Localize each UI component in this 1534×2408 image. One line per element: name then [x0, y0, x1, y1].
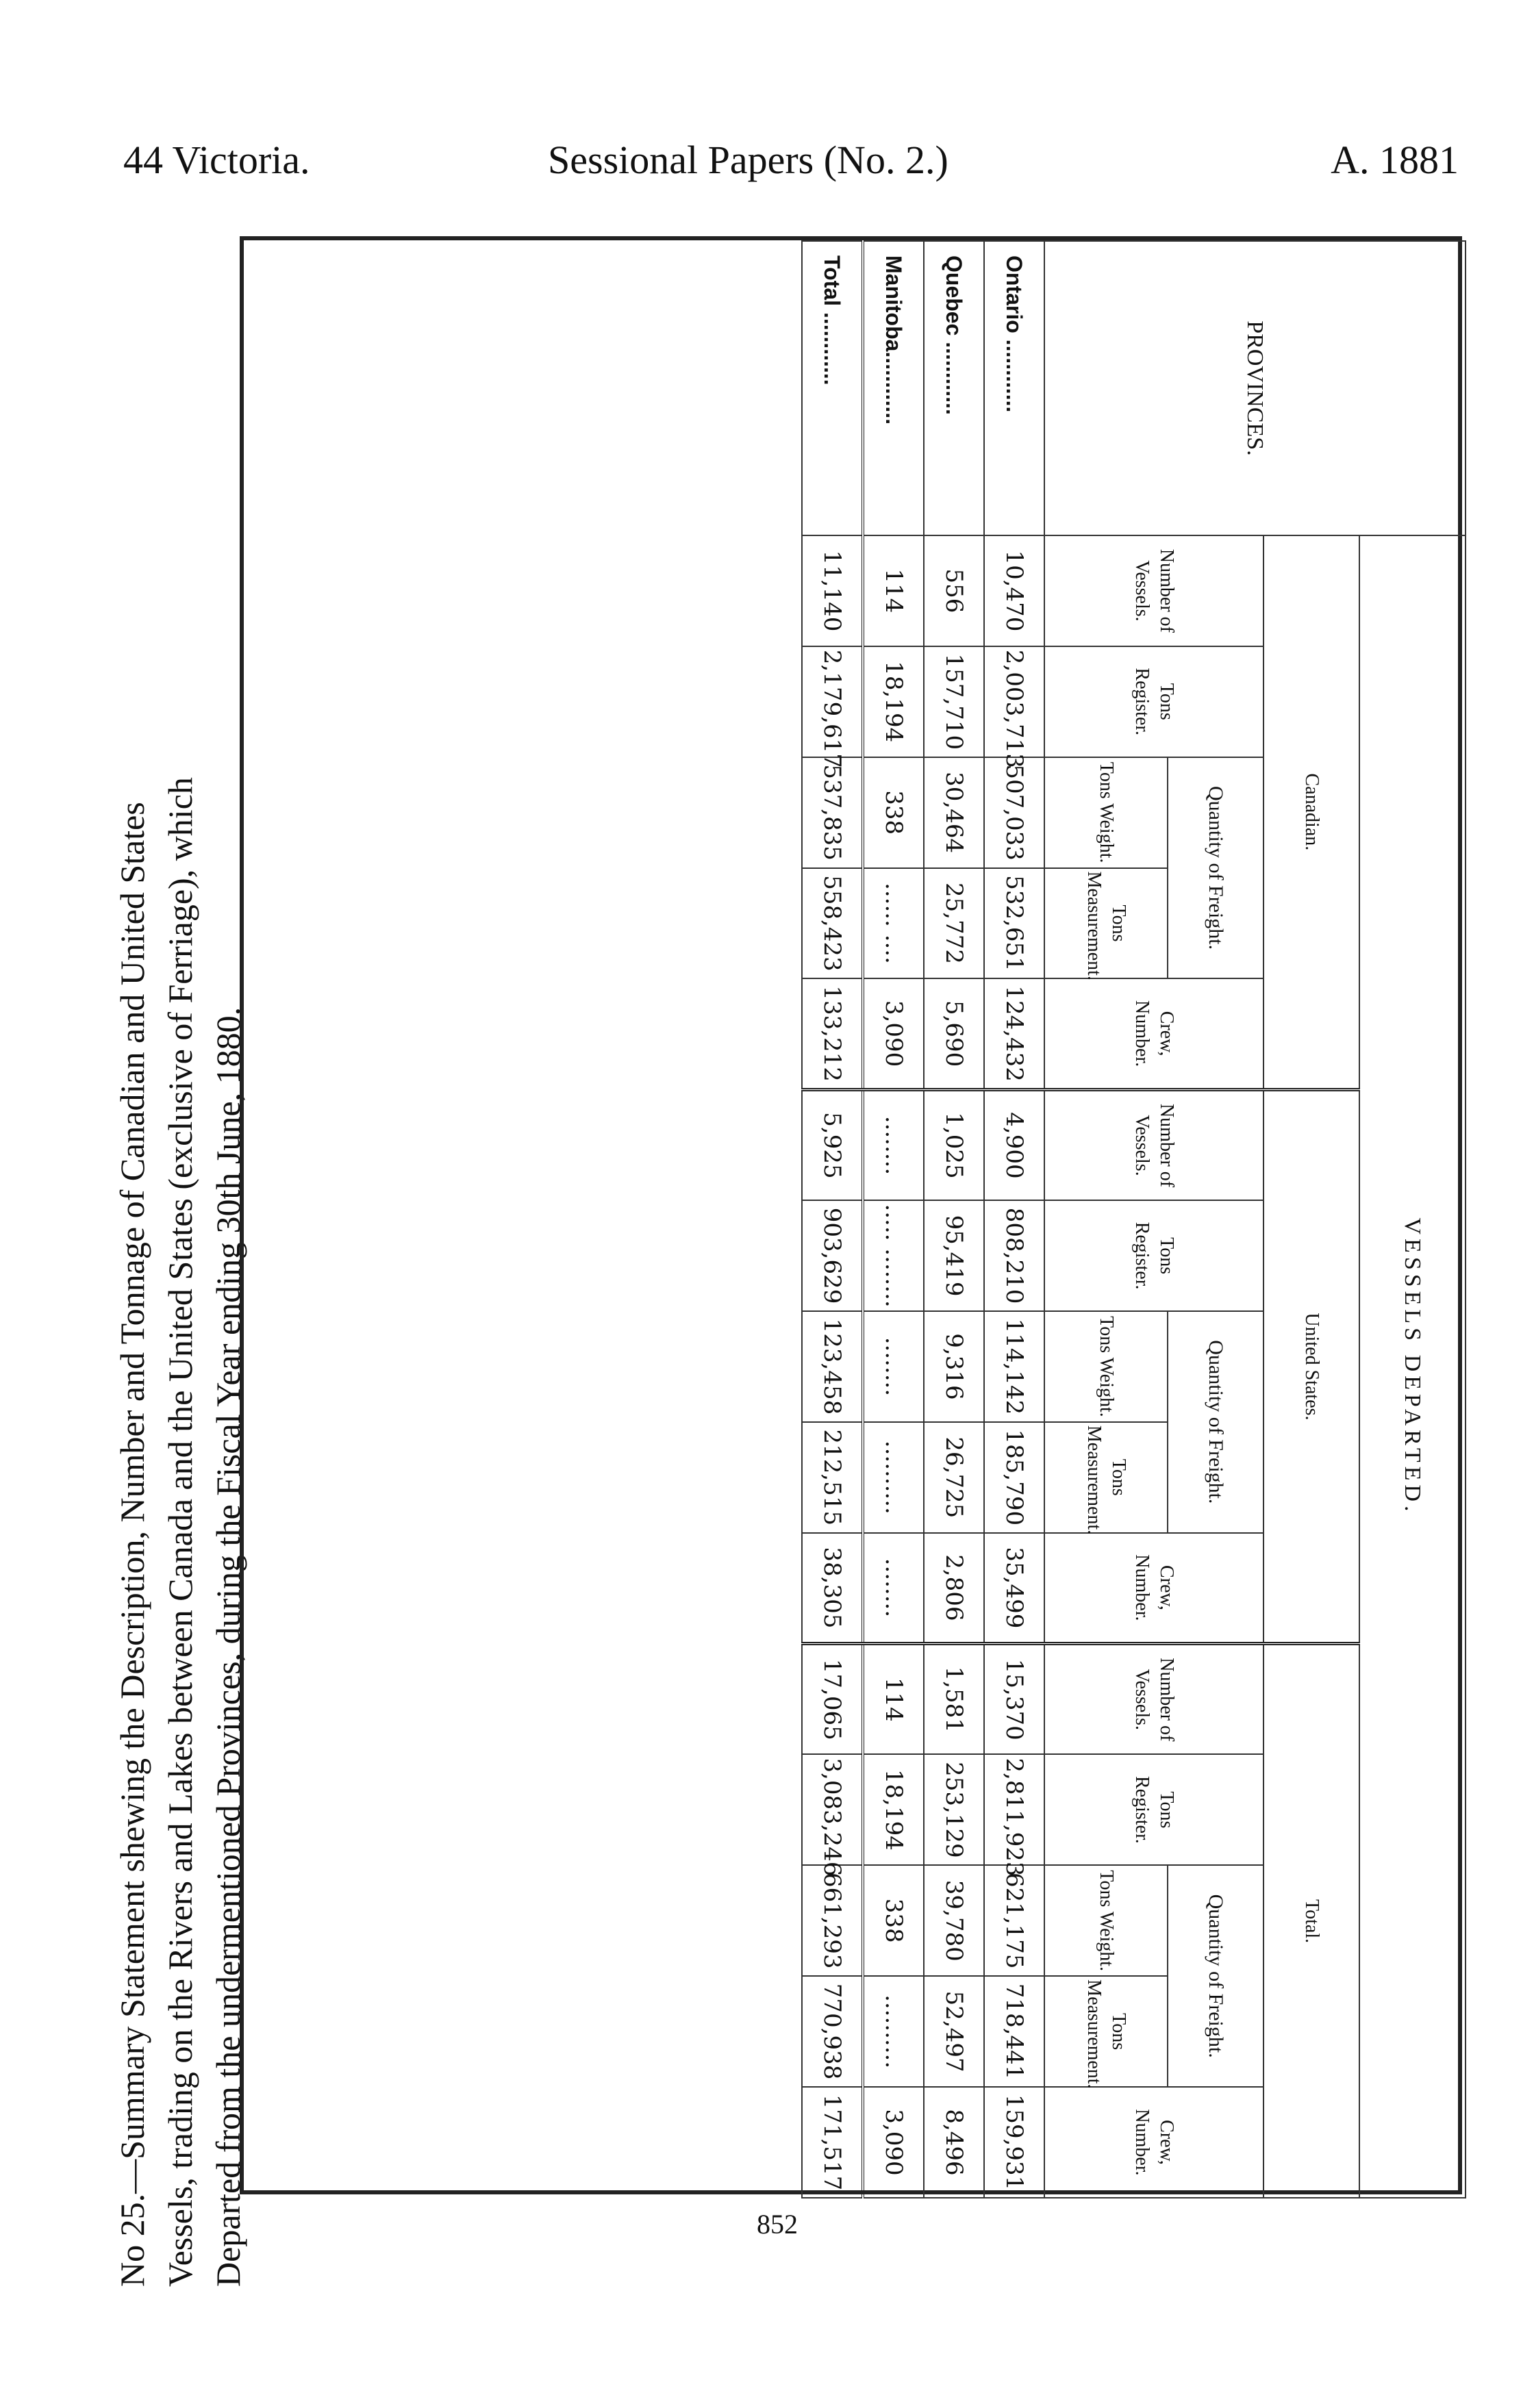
group-total: Total. — [1263, 1644, 1359, 2198]
cell: 1,025 — [924, 1089, 984, 1200]
col-crew-canadian: Crew, Number. — [1044, 978, 1263, 1089]
col-register-canadian: Tons Register. — [1044, 646, 1263, 757]
province-name: Quebec ............ — [924, 241, 984, 535]
cell: 52,497 — [924, 1976, 984, 2087]
table-row-ontario — [984, 241, 1044, 2198]
cell: 9,316 — [924, 1311, 984, 1422]
table-frame — [240, 236, 1462, 2194]
quantity-freight-us: Quantity of Freight. — [1168, 1311, 1263, 1533]
cell: 8,496 — [924, 2087, 984, 2198]
cell: 3,090 — [863, 2087, 924, 2198]
header-sessional-papers: Sessional Papers (No. 2.) — [548, 138, 948, 182]
cell: 114,142 — [984, 1311, 1044, 1422]
cell: 621,175 — [984, 1865, 1044, 1976]
province-name: Manitoba............ — [863, 241, 924, 535]
cell: 18,194 — [863, 1754, 924, 1865]
cell: 18,194 — [863, 646, 924, 757]
statement-title — [108, 233, 252, 2287]
vessels-departed-table — [801, 240, 1466, 2198]
cell: 185,790 — [984, 1422, 1044, 1533]
header-session: 44 Victoria. — [123, 138, 310, 182]
cell: 3,083,246 — [802, 1754, 863, 1865]
col-vessels-total: Number of Vessels. — [1044, 1644, 1263, 1755]
cell: 338 — [863, 757, 924, 868]
col-measurement-total: Tons Measurement. — [1044, 1976, 1168, 2087]
title-line-3: Departed from the undermentioned Provinces, during the Fiscal Year ending 30th June, 1880. — [209, 1006, 247, 2287]
col-crew-us: Crew, Number. — [1044, 1533, 1263, 1644]
cell: 558,423 — [802, 868, 863, 979]
cell: 15,370 — [984, 1644, 1044, 1755]
col-weight-us: Tons Weight. — [1044, 1311, 1168, 1422]
cell: 95,419 — [924, 1200, 984, 1311]
cell: 661,293 — [802, 1865, 863, 1976]
province-name: Ontario ............ — [984, 241, 1044, 535]
cell: 2,811,923 — [984, 1754, 1044, 1865]
cell: 157,710 — [924, 646, 984, 757]
table-row-total — [802, 241, 863, 2198]
cell: 507,033 — [984, 757, 1044, 868]
cell: 39,780 — [924, 1865, 984, 1976]
cell: ..... ........ — [863, 1200, 924, 1311]
table-row-quebec — [924, 241, 984, 2198]
cell: 903,629 — [802, 1200, 863, 1311]
cell: 338 — [863, 1865, 924, 1976]
col-crew-total: Crew, Number. — [1044, 2087, 1263, 2198]
col-weight-total: Tons Weight. — [1044, 1865, 1168, 1976]
total-label: Total ............ — [802, 241, 863, 535]
col-measurement-canadian: Tons Measurement. — [1044, 868, 1168, 979]
cell: 35,499 — [984, 1533, 1044, 1644]
header-year: A. 1881 — [1331, 138, 1459, 182]
quantity-freight-canadian: Quantity of Freight. — [1168, 757, 1263, 979]
cell: ........ — [863, 1311, 924, 1422]
cell: 3,090 — [863, 978, 924, 1089]
cell: 11,140 — [802, 535, 863, 646]
cell: 38,305 — [802, 1533, 863, 1644]
cell: 123,458 — [802, 1311, 863, 1422]
cell: 10,470 — [984, 535, 1044, 646]
col-measurement-us: Tons Measurement. — [1044, 1422, 1168, 1533]
cell: 26,725 — [924, 1422, 984, 1533]
cell: 114 — [863, 535, 924, 646]
cell: 718,441 — [984, 1976, 1044, 2087]
col-vessels-us: Number of Vessels. — [1044, 1089, 1263, 1200]
cell: 4,900 — [984, 1089, 1044, 1200]
cell: .......... — [863, 1422, 924, 1533]
cell: 770,938 — [802, 1976, 863, 2087]
cell: 212,515 — [802, 1422, 863, 1533]
cell: ........ — [863, 1089, 924, 1200]
col-weight-canadian: Tons Weight. — [1044, 757, 1168, 868]
provinces-heading: PROVINCES. — [1044, 241, 1466, 535]
group-united-states: United States. — [1263, 1089, 1359, 1643]
cell: 17,065 — [802, 1644, 863, 1755]
cell: 5,925 — [802, 1089, 863, 1200]
rotated-table-container — [244, 240, 1466, 2198]
cell: 171,517 — [802, 2087, 863, 2198]
table-row-manitoba — [863, 241, 924, 2198]
cell: 124,432 — [984, 978, 1044, 1089]
cell: 2,179,617 — [802, 646, 863, 757]
cell: ........ — [863, 1533, 924, 1644]
cell: 2,003,713 — [984, 646, 1044, 757]
quantity-freight-total: Quantity of Freight. — [1168, 1865, 1263, 2087]
col-register-us: Tons Register. — [1044, 1200, 1263, 1311]
page-number: 852 — [757, 2209, 798, 2240]
title-line-1: No 25.—Summary Statement shewing the Description, Number and Tonnage of Canadian and United States — [113, 802, 151, 2287]
cell: 2,806 — [924, 1533, 984, 1644]
cell: 808,210 — [984, 1200, 1044, 1311]
col-register-total: Tons Register. — [1044, 1754, 1263, 1865]
cell: 537,835 — [802, 757, 863, 868]
cell: ...... .... — [863, 868, 924, 979]
cell: 30,464 — [924, 757, 984, 868]
group-canadian: Canadian. — [1263, 535, 1359, 1089]
title-line-2: Vessels, trading on the Rivers and Lakes between Canada and the United States (exclusive of Ferriage), which — [161, 777, 199, 2287]
cell: 532,651 — [984, 868, 1044, 979]
cell: 1,581 — [924, 1644, 984, 1755]
col-vessels-canadian: Number of Vessels. — [1044, 535, 1263, 646]
cell: 556 — [924, 535, 984, 646]
cell: 5,690 — [924, 978, 984, 1089]
cell: 25,772 — [924, 868, 984, 979]
cell: 133,212 — [802, 978, 863, 1089]
cell: .......... — [863, 1976, 924, 2087]
vessels-departed-heading: VESSELS DEPARTED. — [1359, 535, 1466, 2198]
cell: 253,129 — [924, 1754, 984, 1865]
cell: 159,931 — [984, 2087, 1044, 2198]
cell: 114 — [863, 1644, 924, 1755]
